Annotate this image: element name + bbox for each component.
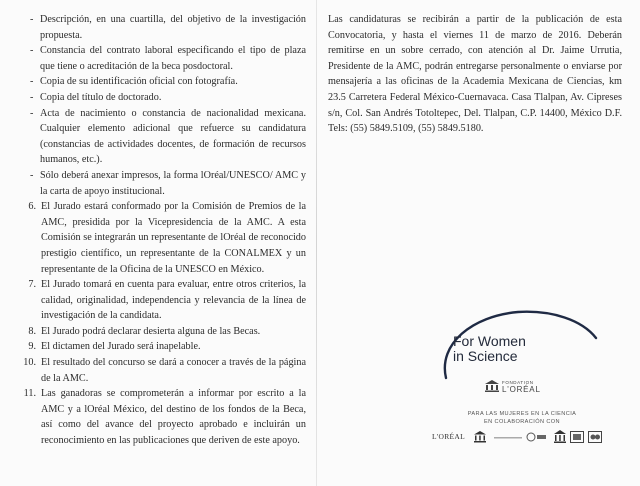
conacyt-logo-icon <box>526 431 546 443</box>
unesco-small-logo-icon <box>554 430 566 444</box>
rule-item: 9. El dictamen del Jurado será inapelable. <box>28 341 201 353</box>
partner-badge-icon <box>570 431 584 443</box>
left-column <box>20 12 306 449</box>
conalmex-logo-icon <box>494 434 522 442</box>
requirement-item: - Copia de su identificación oficial con fotografía. <box>30 76 238 88</box>
tagline: PARA LAS MUJERES EN LA CIENCIA EN COLABORACIÓN CON <box>467 411 577 425</box>
fondation-loreal-label: FONDATION L'ORÉAL <box>502 380 541 394</box>
submission-paragraph: Las candidaturas se recibirán a partir de la publicación de esta Convocatoria, y hasta el viernes 11 de marzo de 2016. Deberán remitirse en un sobre cerrado, con atención al Dr. Jaime Urrutia, Presidente de la AMC, podrán entregarse personalmente o enviarse por mensajería a las oficinas de la Academia Mexicana de Ciencias, km 23.5 Carretera Federal México-Cuernavaca. Casa Tlalpan, Av. Cipreses s/n, Col. San Andrés Totoltepec, Del. Tlalpan, C.P. 14400, México D.F. Tels: (55) 5849.5109, (55) 5849.5180. <box>328 14 622 135</box>
requirement-item: - Constancia del contrato laboral especificando el tipo de plaza que tiene o acreditación de la beca posdoctoral. <box>30 45 306 72</box>
requirement-item: - Descripción, en una cuartilla, del objetivo de la investigación propuesta. <box>30 14 306 41</box>
rule-item: 11. Las ganadoras se comprometerán a informar por escrito a la AMC y a lOréal México, del destino de los fondos de la Beca, así como del avance del proyecto aprobado e incluirán un reconocimiento en las publicaciones que deriven de este apoyo. <box>23 388 306 447</box>
logo-wordmark: For Women in Science <box>453 333 526 364</box>
requirement-item: - Acta de nacimiento o constancia de nacionalidad mexicana. Cualquier elemento adicional que refuerce su candidatura (constancias de actividades docentes, de formación de recursos humanos, etc.). <box>30 107 306 166</box>
rule-item: 6. El Jurado estará conformado por la Comisión de Premios de la AMC, presidida por la Vicepresidencia de la AMC. A esta Comisión se integrarán un representante de lOréal de reconocido prestigio científico, un representante de la CONALMEX y un representante de la Oficina de la UNESCO en México. <box>28 201 306 275</box>
right-column <box>328 12 622 137</box>
unesco-logo-icon <box>474 431 486 443</box>
column-divider <box>316 0 317 486</box>
rule-item: 10. El resultado del concurso se dará a conocer a través de la página de la AMC. <box>23 357 306 384</box>
rule-item: 8. El Jurado podrá declarar desierta alguna de las Becas. <box>28 325 261 337</box>
rule-item: 7. El Jurado tomará en cuenta para evaluar, entre otros criterios, la calidad, originalidad, independencia y relevancia de la línea de investigación de la candidata. <box>28 279 306 322</box>
requirement-item: - Copia del título de doctorado. <box>30 91 162 103</box>
unesco-temple-icon <box>485 380 499 392</box>
requirement-item: - Sólo deberá anexar impresos, la forma lOréal/UNESCO/ AMC y la carta de apoyo institucional. <box>30 169 306 197</box>
loreal-partner-logo: L'ORÉAL <box>432 432 466 441</box>
partner-logos-row <box>432 428 612 450</box>
for-women-in-science-logo <box>432 308 612 468</box>
amc-logo-icon <box>588 431 602 443</box>
